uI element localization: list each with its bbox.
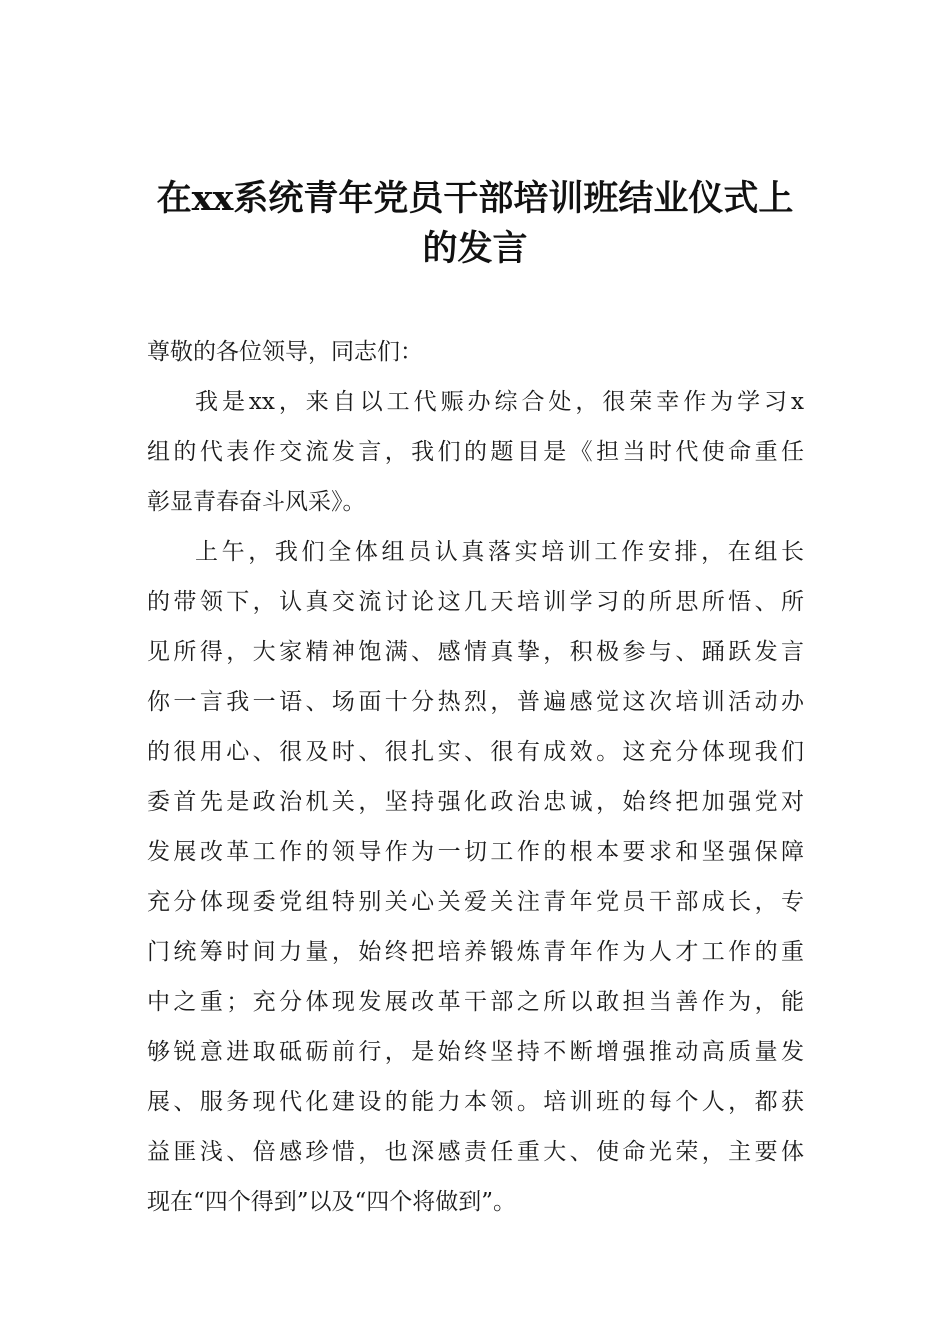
title-line: 的发言 (422, 228, 528, 269)
paragraph-line: 发展改革工作的领导作为一切工作的根本要求和坚强保障 (147, 839, 804, 865)
title-line: 在xx系统青年党员干部培训班结业仪式上 (156, 178, 794, 219)
paragraph-line: 我是xx，来自以工代赈办综合处，很荣幸作为学习x (195, 389, 804, 415)
paragraph-line: 现在“四个得到”以及“四个将做到”。 (147, 1189, 517, 1215)
paragraph-line: 组的代表作交流发言，我们的题目是《担当时代使命重任 (147, 439, 804, 465)
paragraph-line: 的很用心、很及时、很扎实、很有成效。这充分体现我们 (147, 739, 804, 765)
paragraph-line: 的带领下，认真交流讨论这几天培训学习的所思所悟、所 (147, 589, 804, 615)
paragraph-line: 委首先是政治机关，坚持强化政治忠诚，始终把加强党对 (147, 789, 804, 815)
paragraph-line: 充分体现委党组特别关心关爱关注青年党员干部成长，专 (147, 889, 804, 915)
paragraph-line: 你一言我一语、场面十分热烈，普遍感觉这次培训活动办 (147, 689, 804, 715)
paragraph-line: 上午，我们全体组员认真落实培训工作安排，在组长 (195, 539, 804, 565)
paragraph-line: 彰显青春奋斗风采》。 (147, 489, 366, 515)
paragraph-line: 中之重；充分体现发展改革干部之所以敢担当善作为，能 (147, 989, 804, 1015)
document-title (140, 174, 810, 274)
paragraph-line: 够锐意进取砥砺前行，是始终坚持不断增强推动高质量发 (147, 1039, 804, 1065)
paragraph-line: 见所得，大家精神饱满、感情真挚，积极参与、踊跃发言 (147, 639, 804, 665)
paragraph-line: 益匪浅、倍感珍惜，也深感责任重大、使命光荣，主要体 (147, 1139, 804, 1165)
salutation: 尊敬的各位领导，同志们： (147, 339, 423, 365)
paragraph-line: 门统筹时间力量，始终把培养锻炼青年作为人才工作的重 (147, 939, 804, 965)
paragraph-line: 展、服务现代化建设的能力本领。培训班的每个人，都获 (147, 1089, 804, 1115)
